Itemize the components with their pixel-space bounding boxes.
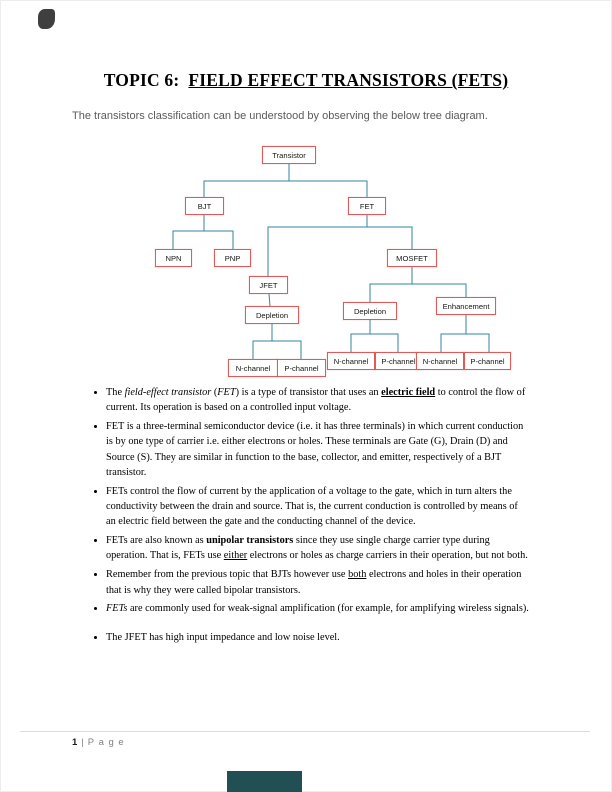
diagram-node-jfet-depletion-p-channel: P-channel xyxy=(277,359,326,377)
diagram-node-mosfet-enhancement: Enhancement xyxy=(436,297,496,315)
footer-page-number: 1 xyxy=(72,737,78,748)
footer-page-label: P a g e xyxy=(87,737,125,748)
title-prefix: TOPIC 6: xyxy=(103,70,180,90)
diagram-node-jfet-depletion-n-channel: N-channel xyxy=(228,359,278,377)
diagram-node-bjt: BJT xyxy=(185,197,224,215)
diagram-node-fet: FET xyxy=(348,197,386,215)
diagram-node-pnp: PNP xyxy=(214,249,251,267)
bottom-edge-artifact xyxy=(227,771,302,792)
intro-text: The transistors classification can be understood by observing the below tree diagram. xyxy=(72,110,488,122)
bullet-list xyxy=(88,385,530,645)
bullet-bjt-bipolar: • Remember from the previous topic that BJTs however use both electrons and holes in their operation that is why they were called bipolar transistors. xyxy=(106,567,530,598)
footer-separator: | xyxy=(81,737,84,748)
title-main: FIELD EFFECT TRANSISTORS (FETS) xyxy=(188,70,509,90)
page-footer xyxy=(72,737,125,748)
footer-divider xyxy=(20,731,590,732)
page-corner-mark xyxy=(38,9,55,29)
diagram-node-jfet-depletion: Depletion xyxy=(245,306,299,324)
bullet-current-control: • FETs control the flow of current by the application of a voltage to the gate, which in turn alters the conductivity between the drain and source. That is, the current conduction is controlled by means of an electric field between the gate and the conducting channel of the device. xyxy=(106,484,530,530)
diagram-node-mosfet-depletion-n-channel: N-channel xyxy=(327,352,375,370)
diagram-node-mosfet-enhancement-p-channel: P-channel xyxy=(464,352,511,370)
diagram-node-jfet: JFET xyxy=(249,276,288,294)
diagram-node-mosfet-depletion: Depletion xyxy=(343,302,397,320)
bullet-three-terminal: • FET is a three-terminal semiconductor device (i.e. it has three terminals) in which current conduction is by one type of carrier i.e. either electrons or holes. These terminals are Gate (G), Drain (D) and Source (S). They are similar in function to the base, collector, and emitter, respectively of a BJT transistor. xyxy=(106,419,530,480)
diagram-node-mosfet-depletion-p-channel: P-channel xyxy=(375,352,422,370)
diagram-node-transistor: Transistor xyxy=(262,146,316,164)
diagram-node-npn: NPN xyxy=(155,249,192,267)
bullet-unipolar: • FETs are also known as unipolar transistors since they use single charge carrier type during operation. That is, FETs use either electrons or holes as charge carriers in their operation, but not both. xyxy=(106,533,530,564)
page-title xyxy=(0,70,612,91)
body-text xyxy=(88,385,530,648)
diagram-node-mosfet-enhancement-n-channel: N-channel xyxy=(416,352,464,370)
bullet-fet-definition: • The field-effect transistor (FET) is a type of transistor that uses an electric field to control the flow of current. Its operation is based on a controlled input voltage. xyxy=(106,385,530,416)
bullet-weak-signal: • FETs are commonly used for weak-signal amplification (for example, for amplifying wireless signals). xyxy=(106,601,530,616)
bullet-jfet-impedance: • The JFET has high input impedance and low noise level. xyxy=(106,630,530,645)
diagram-node-mosfet: MOSFET xyxy=(387,249,437,267)
